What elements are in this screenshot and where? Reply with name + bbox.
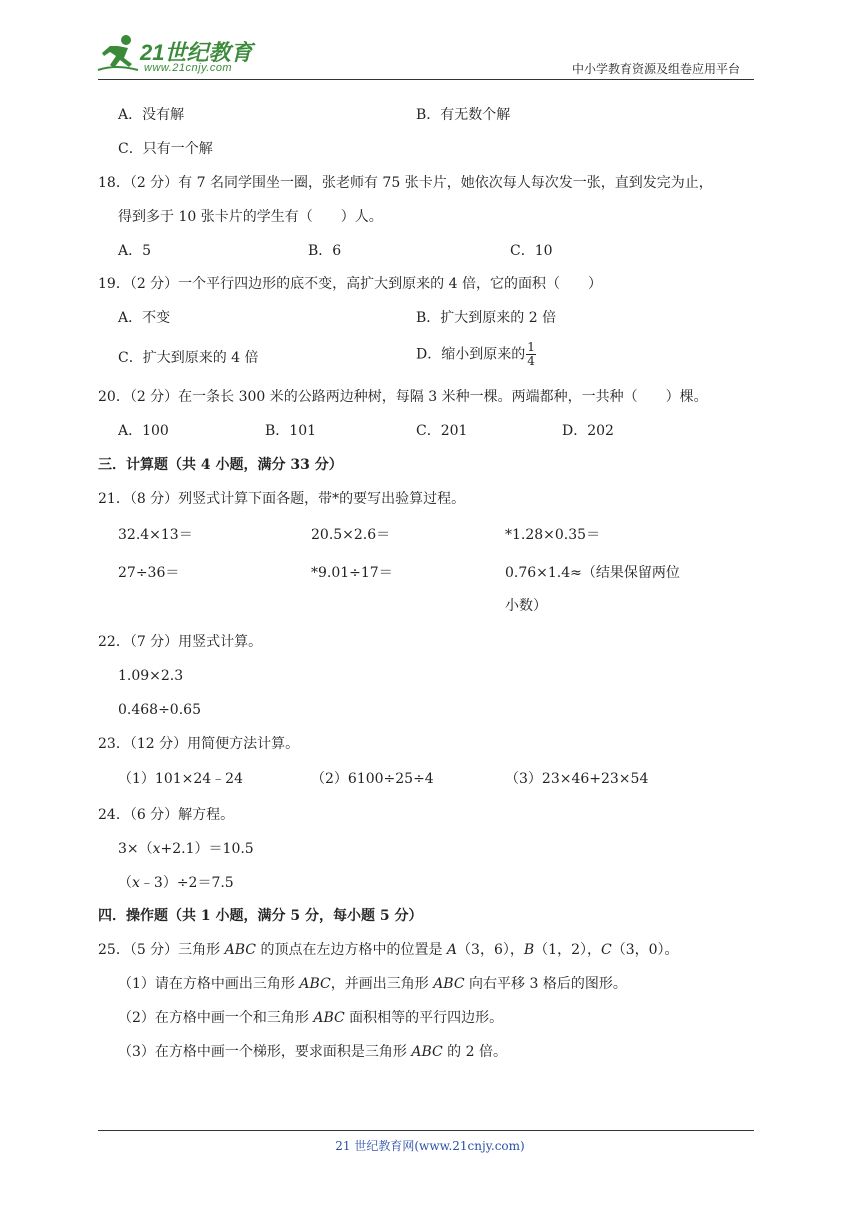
q22-expr-1: 1.09×2.3 [118, 668, 184, 684]
q17-option-a: A．没有解 [118, 107, 185, 123]
q21-expr-2: 20.5×2.6＝ [311, 527, 391, 543]
q18-line2: 得到多于 10 张卡片的学生有（ ）人。 [118, 209, 383, 225]
q25-s1-abc2: ABC [433, 976, 465, 992]
q21-expr-5: *9.01÷17＝ [311, 565, 393, 581]
footer-text[interactable]: 21 世纪教育网(www.21cnjy.com) [335, 1139, 525, 1153]
q24-equation-2 [118, 875, 234, 891]
q23-expr-1: （1）101×24﹣24 [118, 771, 243, 787]
header-right-text: 中小学教育资源及组卷应用平台 [572, 62, 741, 76]
q25-s2-abc: ABC [313, 1010, 345, 1026]
q19-option-a: A．不变 [118, 310, 171, 326]
q25-l1-c: （3，6）， [457, 942, 524, 958]
q23-expr-2: （2）6100÷25÷4 [311, 771, 434, 787]
q18-option-b: B．6 [308, 243, 342, 259]
q21-expr-4: 27÷36＝ [118, 565, 180, 581]
q17-option-c: C．只有一个解 [118, 141, 213, 157]
q19-option-c: C．扩大到原来的 4 倍 [118, 350, 259, 366]
q23-line1: 23．（12 分）用简便方法计算。 [98, 736, 300, 752]
q25-s1-abc1: ABC [299, 976, 331, 992]
q25-l1-A: A [446, 942, 458, 958]
q20-option-c: C．201 [416, 423, 468, 439]
section4-title: 四．操作题（共 1 小题，满分 5 分，每小题 5 分） [98, 908, 423, 924]
q18-option-a: A．5 [118, 243, 152, 259]
q21-expr-6a: 0.76×1.4≈（结果保留两位 [505, 565, 680, 581]
q25-l1-a: 25．（5 分）三角形 [98, 942, 225, 958]
q24-eq1-var: x [152, 841, 161, 857]
q18-line1: 18．（2 分）有 7 名同学围坐一圈，张老师有 75 张卡片，她依次每人每次发一张，直到发完为止， [98, 175, 713, 191]
q21-expr-3: *1.28×0.35＝ [505, 527, 601, 543]
q18-option-c: C．10 [510, 243, 553, 259]
runner-logo-icon [96, 34, 140, 74]
footer-divider [98, 1130, 754, 1131]
q19-option-d [416, 341, 536, 368]
q25-l1-d: （1，2）， [534, 942, 601, 958]
q21-line1: 21．（8 分）列竖式计算下面各题，带*的要写出验算过程。 [98, 491, 466, 507]
q19-option-d-text: D．缩小到原来的 [416, 346, 526, 363]
section3-title: 三．计算题（共 4 小题，满分 33 分） [98, 457, 343, 473]
q20-option-a: A．100 [118, 423, 169, 439]
q24-eq2-post: ﹣3）÷2＝7.5 [139, 875, 234, 891]
q25-sub1 [118, 976, 627, 992]
q25-s1-b: ，并画出三角形 [330, 976, 434, 992]
q24-eq1-pre: 3×（ [118, 841, 153, 857]
q25-sub2 [118, 1010, 503, 1026]
q24-line1: 24．（6 分）解方程。 [98, 807, 235, 823]
q24-equation-1 [118, 841, 254, 857]
q25-l1-abc: ABC [224, 942, 256, 958]
q25-s3-a: （3）在方格中画一个梯形，要求面积是三角形 [118, 1044, 412, 1060]
q25-s2-a: （2）在方格中画一个和三角形 [118, 1010, 314, 1026]
header-divider [98, 79, 754, 80]
q17-option-b: B．有无数个解 [416, 107, 511, 123]
fraction-numerator: 1 [527, 340, 535, 354]
q25-sub3 [118, 1044, 507, 1060]
q25-l1-b: 的顶点在左边方格中的位置是 [256, 942, 447, 958]
fraction-one-quarter [526, 341, 536, 368]
q25-s1-c: 向右平移 3 格后的图形。 [464, 976, 627, 992]
q25-s3-abc: ABC [411, 1044, 443, 1060]
q25-l1-C: C [600, 942, 612, 958]
q24-eq1-post: +2.1）＝10.5 [160, 841, 254, 857]
q20-line1: 20．（2 分）在一条长 300 米的公路两边种树，每隔 3 米种一棵。两端都种，一共种（ ）棵。 [98, 389, 708, 405]
logo-url-text: www.21cnjy.com [144, 62, 233, 74]
q20-option-d: D．202 [562, 423, 614, 439]
q25-line1 [98, 942, 679, 958]
header-logo [96, 34, 266, 78]
q25-l1-e: （3，0）。 [611, 942, 679, 958]
q25-s3-b: 的 2 倍。 [442, 1044, 507, 1060]
q24-eq2-var: x [132, 875, 140, 891]
q25-s2-b: 面积相等的平行四边形。 [344, 1010, 504, 1026]
q22-line1: 22．（7 分）用竖式计算。 [98, 634, 263, 650]
q24-eq2-pre: （ [118, 875, 132, 891]
q19-option-b: B．扩大到原来的 2 倍 [416, 310, 557, 326]
q20-option-b: B．101 [265, 423, 317, 439]
q25-l1-B: B [523, 942, 535, 958]
q25-s1-a: （1）请在方格中画出三角形 [118, 976, 300, 992]
logo-main-text: 21世纪教育 [140, 40, 253, 65]
q19-line1: 19．（2 分）一个平行四边形的底不变，高扩大到原来的 4 倍，它的面积（ ） [98, 276, 602, 292]
q21-expr-1: 32.4×13＝ [118, 527, 193, 543]
fraction-denominator: 4 [527, 354, 535, 368]
q21-expr-6b: 小数） [505, 598, 547, 614]
q22-expr-2: 0.468÷0.65 [118, 702, 201, 718]
q23-expr-3: （3）23×46+23×54 [505, 771, 649, 787]
